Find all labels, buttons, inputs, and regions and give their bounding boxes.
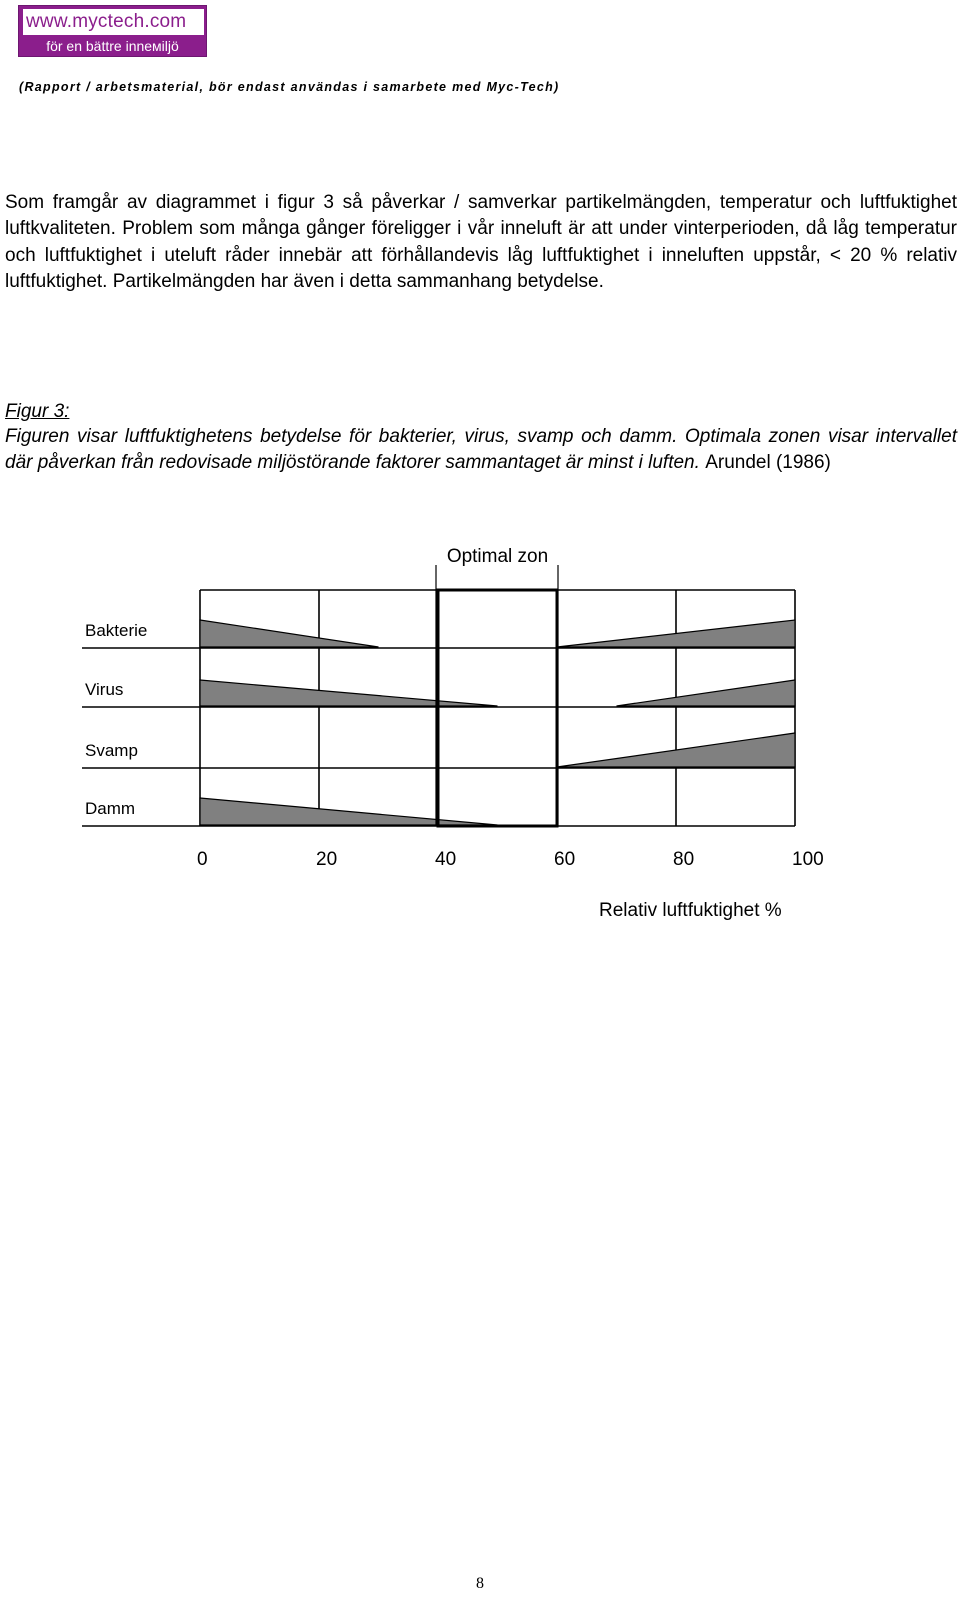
x-tick-label: 20 xyxy=(316,849,338,870)
figure-caption xyxy=(5,424,957,477)
low-humidity-wedge xyxy=(200,620,379,647)
report-note: (Rapport / arbetsmaterial, bör endast användas i samarbete med Myc-Tech) xyxy=(19,80,560,94)
logo-tagline: för en bättre inneмiljö xyxy=(46,38,179,54)
figure-caption-text: Figuren visar luftfuktighetens betydelse för bakterier, virus, svamp och damm. Optimala zonen visar intervallet där påverkan från redovisade miljöstörande faktorer sammantaget är minst i luften. xyxy=(5,426,957,474)
page-number: 8 xyxy=(476,1575,484,1592)
low-humidity-wedge xyxy=(200,798,498,825)
myctech-logo xyxy=(18,5,207,57)
x-tick-label: 0 xyxy=(197,849,208,870)
x-tick-label: 100 xyxy=(792,849,824,870)
x-tick-label: 40 xyxy=(435,849,457,870)
row-label: Damm xyxy=(85,799,136,818)
body-paragraph: Som framgår av diagrammet i figur 3 så påverkar / samverkar partikelmängden, temperatur och luftfuktighet luftkvaliteten. Problem som många gånger föreligger i vår inneluft är att under vinterperioden, då låg temperatur och luftfuktighet i uteluft råder innebär att förhållandevis låg luftfuktighet i inneluften uppstår, < 20 % relativ luftfuktighet. Partikelmängden har även i detta sammanhang betydelse. xyxy=(5,192,957,292)
humidity-chart-svg xyxy=(0,535,960,935)
figure-caption-source: Arundel (1986) xyxy=(705,452,831,474)
optimal-zone-box xyxy=(438,590,557,826)
row-label: Bakterie xyxy=(85,621,148,640)
humidity-chart xyxy=(0,535,960,935)
row-label: Virus xyxy=(85,680,124,699)
x-tick-label: 60 xyxy=(554,849,576,870)
figure-label: Figur 3: xyxy=(5,401,70,422)
high-humidity-wedge xyxy=(617,680,796,706)
optimal-zone-label: Optimal zon xyxy=(446,546,549,567)
logo-url: www.myctech.com xyxy=(23,9,204,35)
x-tick-label: 80 xyxy=(673,849,695,870)
row-label: Svamp xyxy=(85,741,138,760)
low-humidity-wedge xyxy=(200,680,498,706)
x-axis-label: Relativ luftfuktighet % xyxy=(599,900,782,921)
